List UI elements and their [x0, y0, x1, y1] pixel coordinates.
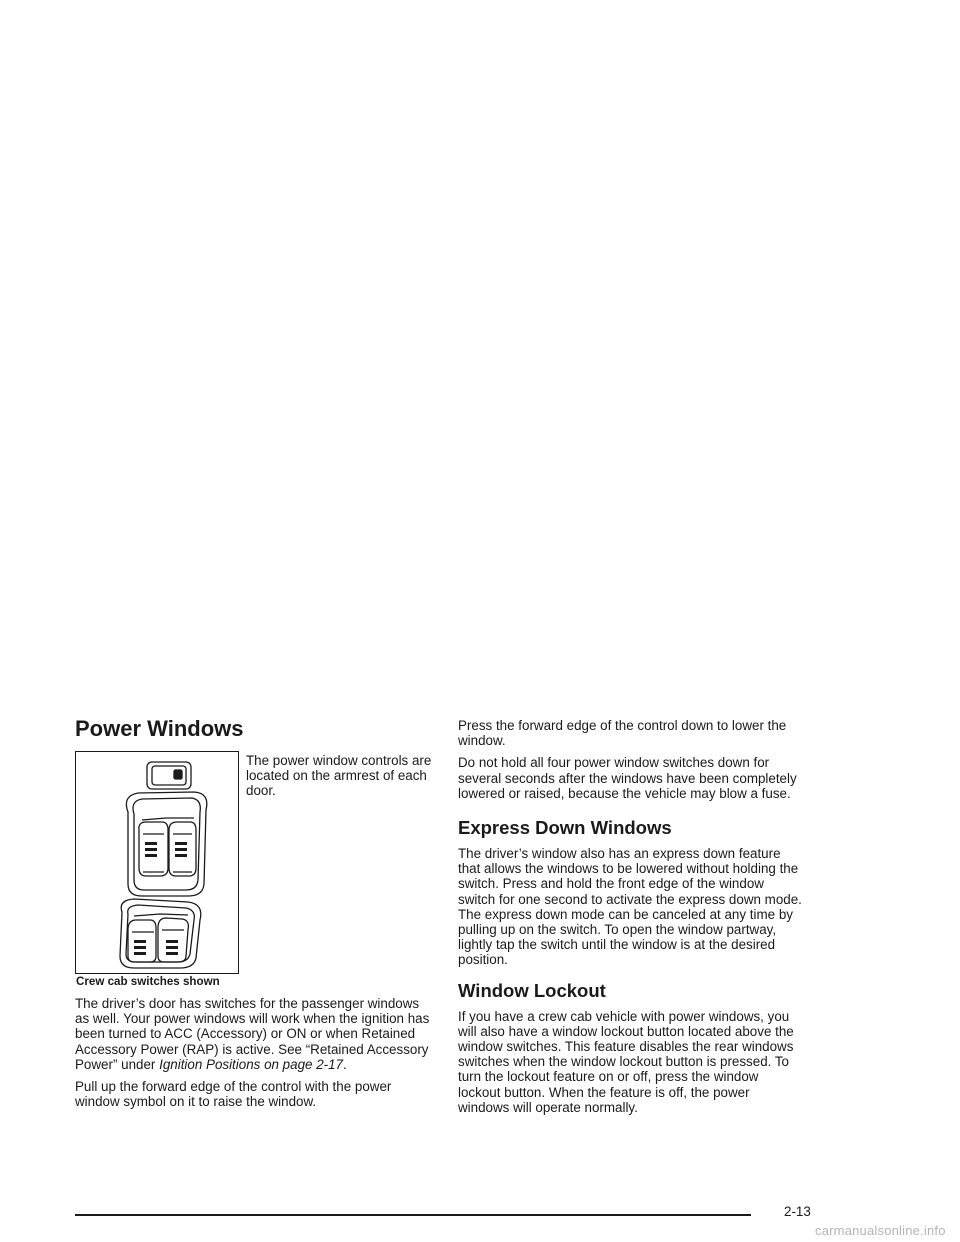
right-column — [458, 718, 802, 1115]
section-heading-window-lockout: Window Lockout — [458, 979, 606, 1001]
paragraph-fuse-warning: Do not hold all four power window switches down for several seconds after the windows have been completely lowered or raised, because the vehicle may blow a fuse. — [458, 755, 797, 801]
section-heading-express-down: Express Down Windows — [458, 817, 672, 839]
page-number: 2-13 — [784, 1204, 811, 1219]
intro-text: The power window controls are located on the armrest of each door. — [246, 753, 432, 799]
window-switch-drawing — [76, 752, 238, 973]
figure-caption: Crew cab switches shown — [76, 975, 220, 988]
paragraph-driver-door — [75, 996, 435, 1072]
watermark: carmanualsonline.info — [815, 1223, 946, 1238]
lockout-button-icon — [174, 770, 182, 779]
section-heading-power-windows: Power Windows — [75, 716, 244, 741]
paragraph-lower-window: Press the forward edge of the control down to lower the window. — [458, 718, 787, 749]
paragraph-raise-window: Pull up the forward edge of the control with the power window symbol on it to raise the window. — [75, 1079, 392, 1110]
left-column — [75, 716, 435, 1109]
switch-illustration — [75, 751, 239, 974]
paragraph-driver-door-text: The driver’s door has switches for the passenger windows as well. Your power windows will work when the ignition has been turned to ACC (Accessory) or ON or when Retained Accessory Power (RAP) is active. See “Retained Accessory Power” under — [75, 996, 430, 1072]
paragraph-end-punct: . — [343, 1056, 347, 1072]
footer-rule — [75, 1214, 751, 1216]
paragraph-express-down: The driver’s window also has an express down feature that allows the windows to be lowered without holding the switch. Press and hold the front edge of the window switch for one second to activate the express down mode. The express down mode can be canceled at any time by pulling up on the switch. To open the window partway, lightly tap the switch until the window is at the desired position. — [458, 846, 802, 968]
figure-row — [75, 751, 435, 989]
paragraph-window-lockout: If you have a crew cab vehicle with power windows, you will also have a window lockout button located above the window switches. This feature disables the rear windows switches when the window lockout button is pressed. To turn the lockout feature on or off, press the window lockout button. When the feature is off, the power windows will operate normally. — [458, 1008, 794, 1115]
cross-reference-link[interactable]: Ignition Positions on page 2-17 — [159, 1056, 343, 1072]
